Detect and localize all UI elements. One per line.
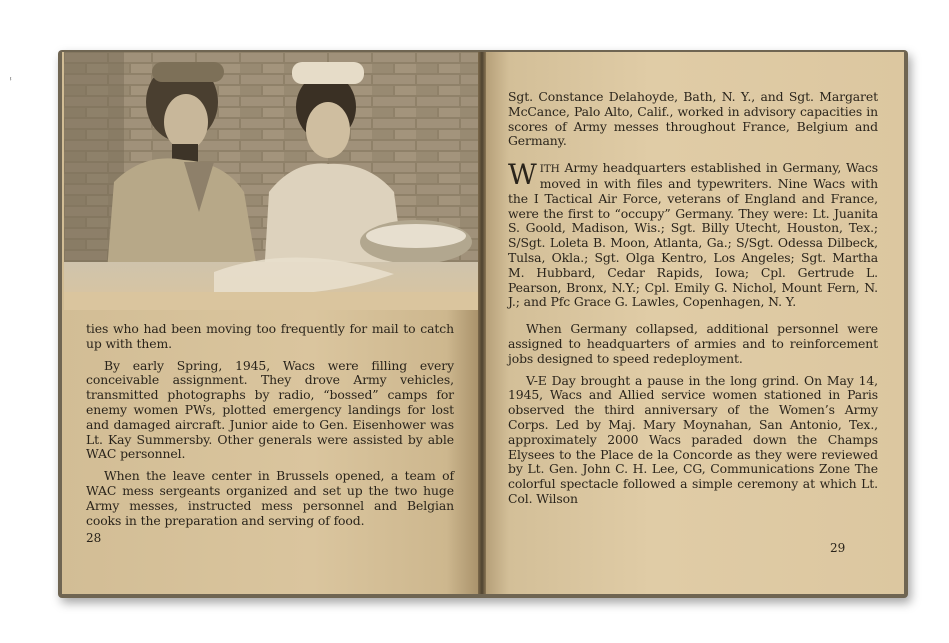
- drop-cap: W: [508, 158, 537, 192]
- page-number: 29: [830, 541, 846, 555]
- paragraph: By early Spring, 1945, Wacs were filling every conceivable assignment. They drove Army vehicles, transmitted photographs by radio, “bossed” camps for enemy women PWs, plotted emergency landings for lost and damaged aircraft. Junior aide to Gen. Eisenhower was Lt. Kay Summersby. Other generals were assisted by able WAC personnel.: [86, 357, 454, 462]
- paragraph: ties who had been moving too frequently for mail to catch up with them.: [86, 321, 454, 351]
- paragraph: V-E Day brought a pause in the long grind. On May 14, 1945, Wacs and Allied service women stationed in Paris observed the third anniversary of the Women’s Army Corps. Led by Maj. Mary Moynahan, San Antonio, Tex., approximately 2000 Wacs paraded down the Champs Elysees to the Place de la Concorde as they were reviewed by Lt. Gen. John C. H. Lee, CG, Communications Zone The colorful spectacle followed a simple ceremony at which Lt. Col. Wilson: [508, 372, 878, 506]
- photo-two-women-preparing-food-icon: [64, 52, 478, 310]
- book-gutter: [478, 52, 486, 594]
- paragraph: [508, 158, 878, 310]
- paragraph: Sgt. Constance Delahoyde, Bath, N. Y., and Sgt. Margaret McCance, Palo Alto, Calif., worked in advisory capacities in scores of Army messes throughout France, Belgium and Germany.: [508, 89, 878, 149]
- page-number: 28: [86, 531, 102, 545]
- left-page-text: [86, 322, 454, 535]
- paragraph-text: Army headquarters established in Germany, Wacs moved in with files and typewriters. Nine Wacs with the I Tactical Air Force, veterans of England and France, were the first to “occupy” Germany. They were: Lt. Juanita S. Goold, Madison, Wis.; Sgt. Billy Utecht, Houston, Tex.; S/Sgt. Loleta B. Moon, Atlanta, Ga.; S/Sgt. Odessa Dilbeck, Tulsa, Okla.; Sgt. Olga Kentro, Los Angeles; Sgt. Martha M. Hubbard, Cedar Rapids, Iowa; Cpl. Gertrude L. Pearson, Bronx, N.Y.; Cpl. Emily G. Nichol, Mount Fern, N. J.; and Pfc Grace G. Lawles, Copenhagen, N. Y.: [508, 160, 878, 310]
- small-caps: ITH: [539, 163, 560, 176]
- right-page-text: [508, 90, 878, 514]
- paragraph: When the leave center in Brussels opened, a team of WAC mess sergeants organized and set up the two huge Army messes, instructed mess personnel and Belgian cooks in the preparation and serving of food.: [86, 468, 454, 528]
- paragraph: When Germany collapsed, additional personnel were assigned to headquarters of armies and to reinforcement jobs designed to speed redeployment.: [508, 321, 878, 366]
- scan-speck: ⸯ: [8, 79, 14, 89]
